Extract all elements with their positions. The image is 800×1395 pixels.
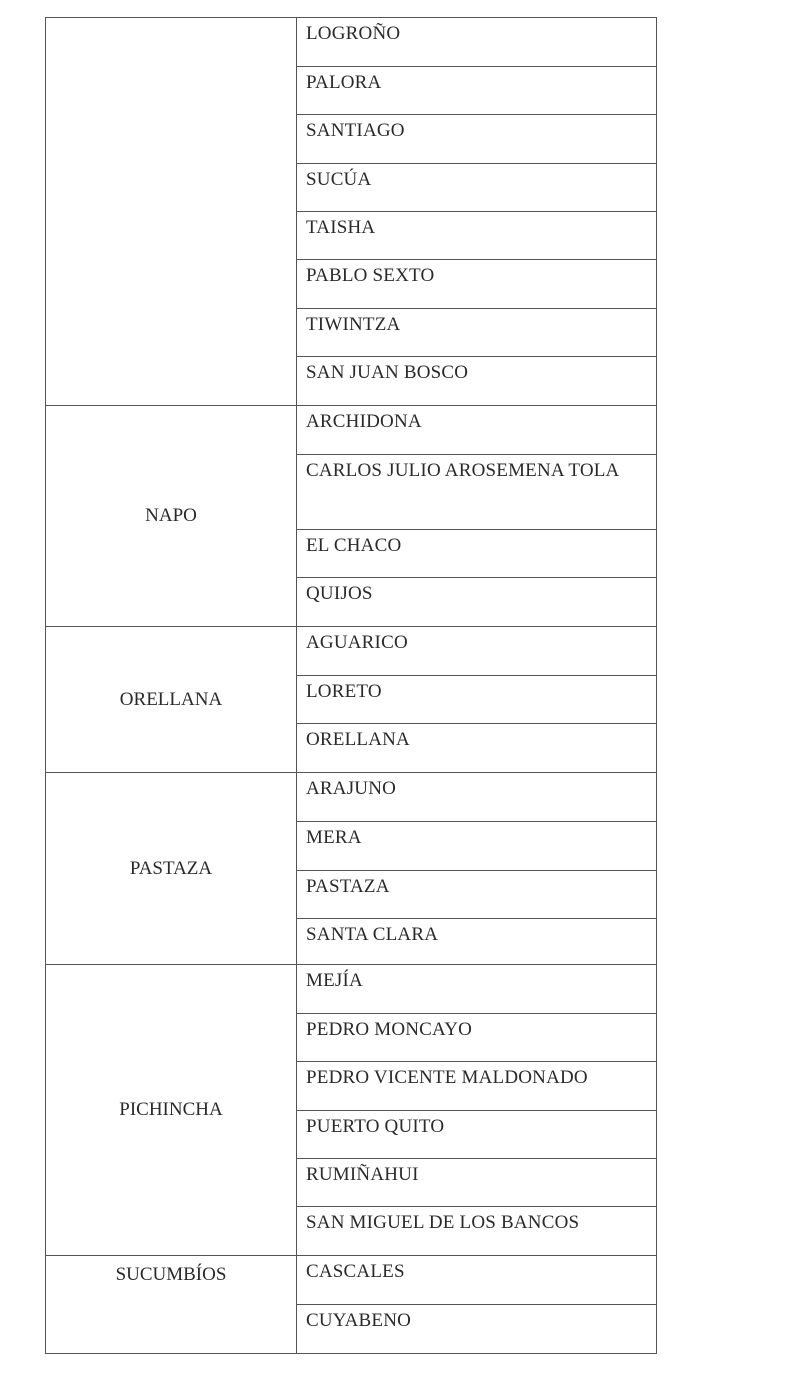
province-canton-table [45,17,657,1354]
province-cell: ORELLANA [46,627,297,773]
province-cell: NAPO [46,406,297,627]
canton-cell: PABLO SEXTO [297,260,657,309]
canton-cell: SAN JUAN BOSCO [297,357,657,406]
canton-cell: MEJÍA [297,965,657,1014]
table-row [46,773,657,822]
canton-cell: RUMIÑAHUI [297,1159,657,1207]
canton-cell: EL CHACO [297,530,657,578]
canton-cell: MERA [297,822,657,871]
canton-cell: ARCHIDONA [297,406,657,455]
table-row [46,1256,657,1305]
canton-cell: PASTAZA [297,871,657,919]
canton-cell: PALORA [297,67,657,115]
canton-cell: LORETO [297,676,657,724]
table-row [46,406,657,455]
canton-cell: TAISHA [297,212,657,260]
province-cell: SUCUMBÍOS [46,1256,297,1354]
canton-cell: CASCALES [297,1256,657,1305]
canton-cell: AGUARICO [297,627,657,676]
canton-cell: ORELLANA [297,724,657,773]
table-row [46,965,657,1014]
canton-cell: CUYABENO [297,1305,657,1354]
canton-cell: SUCÚA [297,164,657,212]
canton-cell: ARAJUNO [297,773,657,822]
canton-cell: PEDRO VICENTE MALDONADO [297,1062,657,1111]
canton-cell: TIWINTZA [297,309,657,357]
table-row [46,627,657,676]
canton-cell: QUIJOS [297,578,657,627]
canton-cell: LOGROÑO [297,18,657,67]
canton-cell: CARLOS JULIO AROSEMENA TOLA [297,455,657,530]
canton-cell: PUERTO QUITO [297,1111,657,1159]
canton-cell: SANTA CLARA [297,919,657,965]
province-cell: PASTAZA [46,773,297,965]
province-cell [46,18,297,406]
canton-cell: SANTIAGO [297,115,657,164]
province-cell: PICHINCHA [46,965,297,1256]
table-row [46,18,657,67]
canton-cell: PEDRO MONCAYO [297,1014,657,1062]
canton-cell: SAN MIGUEL DE LOS BANCOS [297,1207,657,1256]
